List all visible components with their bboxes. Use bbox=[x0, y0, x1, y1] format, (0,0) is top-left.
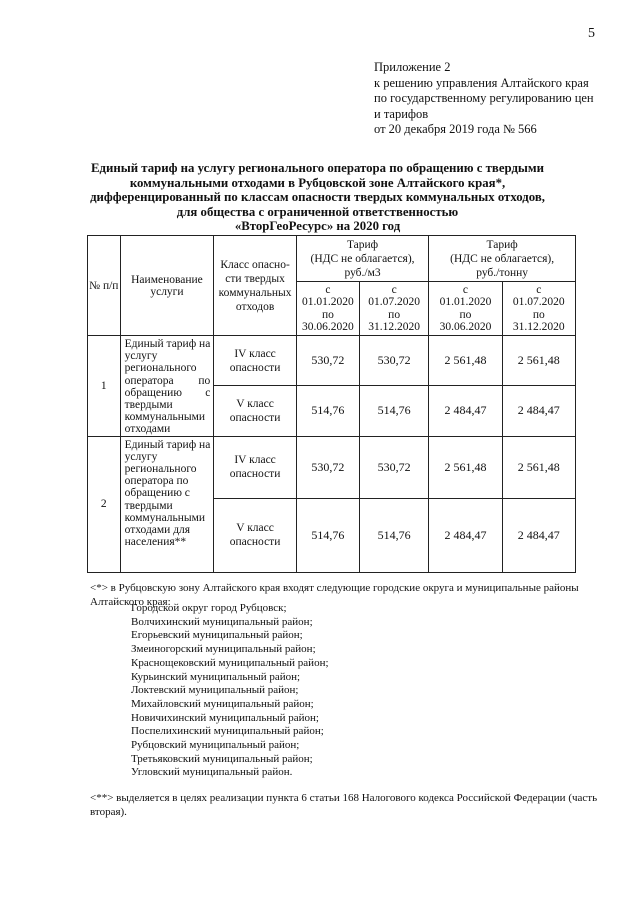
tariff-value: 2 561,48 bbox=[429, 436, 502, 498]
footnote-population bbox=[90, 791, 598, 819]
header-tariff-m3 bbox=[296, 236, 428, 282]
footnote-line: <*> в Рубцовскую зону Алтайского края входят следующие городские округа и муниципальные районы bbox=[90, 582, 579, 594]
row-class: V класс опасности bbox=[214, 498, 297, 572]
list-item: Егорьевский муниципальный район; bbox=[131, 629, 303, 642]
list-item: Краснощековский муниципальный район; bbox=[131, 656, 329, 669]
tariff-value: 514,76 bbox=[359, 386, 428, 436]
row-service: Единый тариф на услугу регионального оператора по обращению с твердыми коммунальными отходами bbox=[120, 336, 214, 437]
period-line: 31.12.2020 bbox=[512, 321, 565, 333]
period-line: с bbox=[391, 283, 397, 296]
tariff-value: 514,76 bbox=[296, 498, 359, 572]
header-service: Наименование услуги bbox=[120, 236, 214, 336]
row-class: IV класс опасности bbox=[214, 436, 297, 498]
list-item: Курьинский муниципальный район; bbox=[131, 670, 301, 683]
list-item: Новичихинский муниципальный район; bbox=[131, 711, 319, 724]
period-line: 31.12.2020 bbox=[368, 321, 420, 333]
tariff-value: 530,72 bbox=[296, 436, 359, 498]
list-item: Волчихинский муниципальный район; bbox=[131, 615, 313, 628]
period-line: 30.06.2020 bbox=[439, 321, 492, 333]
table-row bbox=[88, 436, 576, 498]
tariff-value: 514,76 bbox=[296, 386, 359, 436]
period-line: по bbox=[388, 308, 401, 321]
tariff-value: 530,72 bbox=[296, 336, 359, 386]
header-tariff-ton-line: руб./тонну bbox=[476, 266, 529, 279]
document-title bbox=[60, 161, 575, 234]
title-line: для общества с ограниченной ответственностью bbox=[176, 204, 459, 219]
row-num: 2 bbox=[88, 436, 121, 572]
period-line: по bbox=[459, 308, 472, 321]
header-period-2 bbox=[359, 282, 428, 336]
period-line: с bbox=[462, 283, 468, 296]
list-item: Локтевский муниципальный район; bbox=[131, 684, 299, 697]
list-item: Рубцовский муниципальный район; bbox=[131, 739, 300, 752]
header-tariff-ton-line: (НДС не облагается), bbox=[450, 252, 555, 265]
appendix-line: к решению управления Алтайского края bbox=[374, 75, 589, 90]
appendix-line: Приложение 2 bbox=[374, 60, 451, 74]
list-item: Поспелихинский муниципальный район; bbox=[131, 725, 324, 738]
list-item: Змеиногорский муниципальный район; bbox=[131, 643, 316, 656]
row-class: IV класс опасности bbox=[214, 336, 297, 386]
header-num: № п/п bbox=[88, 236, 121, 336]
header-tariff-ton-line: Тариф bbox=[486, 238, 518, 251]
district-list bbox=[131, 602, 329, 780]
period-line: 01.07.2020 bbox=[368, 296, 420, 308]
header-class: Класс опасно-сти твердых коммунальных отходов bbox=[214, 236, 297, 336]
header-tariff-m3-line: (НДС не облагается), bbox=[310, 252, 415, 265]
list-item: Угловский муниципальный район. bbox=[131, 766, 293, 779]
list-item: Городской округ город Рубцовск; bbox=[131, 602, 287, 614]
table-row bbox=[88, 336, 576, 386]
tariff-value: 530,72 bbox=[359, 336, 428, 386]
list-item: Третьяковский муниципальный район; bbox=[131, 752, 313, 765]
tariff-value: 2 561,48 bbox=[502, 336, 575, 386]
row-class: V класс опасности bbox=[214, 386, 297, 436]
header-tariff-m3-line: руб./м3 bbox=[344, 266, 381, 279]
appendix-line: по государственному регулированию цен bbox=[374, 91, 594, 105]
appendix-header bbox=[374, 60, 624, 138]
tariff-value: 2 484,47 bbox=[502, 498, 575, 572]
row-service: Единый тариф на услугу регионального оператора по обращению с твердыми коммунальными отходами для населения** bbox=[120, 436, 214, 572]
title-line: «ВторГеоРесурс» на 2020 год bbox=[234, 219, 401, 233]
period-line: по bbox=[321, 308, 334, 321]
period-line: 30.06.2020 bbox=[302, 321, 354, 333]
list-item: Михайловский муниципальный район; bbox=[131, 697, 314, 710]
tariff-value: 514,76 bbox=[359, 498, 428, 572]
footnote-line: вторая). bbox=[90, 806, 127, 818]
period-line: с bbox=[536, 283, 542, 296]
tariff-value: 2 561,48 bbox=[429, 336, 502, 386]
period-line: с bbox=[325, 283, 331, 296]
header-tariff-ton bbox=[429, 236, 576, 282]
period-line: 01.01.2020 bbox=[302, 296, 354, 308]
header-period-1 bbox=[429, 282, 502, 336]
tariff-value: 2 561,48 bbox=[502, 436, 575, 498]
tariff-table bbox=[87, 235, 576, 573]
period-line: по bbox=[532, 308, 545, 321]
tariff-value: 2 484,47 bbox=[429, 386, 502, 436]
footnote-line: Алтайского края: bbox=[90, 596, 171, 608]
header-period-2 bbox=[502, 282, 575, 336]
row-num: 1 bbox=[88, 336, 121, 437]
period-line: 01.07.2020 bbox=[512, 296, 565, 308]
title-line: коммунальными отходами в Рубцовской зоне Алтайского края*, bbox=[129, 175, 506, 190]
footnote-line: <**> выделяется в целях реализации пункта 6 статьи 168 Налогового кодекса Российской Федерации (часть bbox=[90, 792, 598, 804]
tariff-value: 2 484,47 bbox=[429, 498, 502, 572]
appendix-line: от 20 декабря 2019 года № 566 bbox=[374, 122, 537, 136]
header-tariff-m3-line: Тариф bbox=[346, 238, 379, 251]
tariff-value: 2 484,47 bbox=[502, 386, 575, 436]
title-line: Единый тариф на услугу регионального оператора по обращению с твердыми bbox=[90, 161, 545, 175]
appendix-line: и тарифов bbox=[374, 106, 429, 121]
tariff-value: 530,72 bbox=[359, 436, 428, 498]
title-line: дифференцированный по классам опасности твердых коммунальных отходов, bbox=[90, 190, 545, 204]
page-number: 5 bbox=[588, 26, 595, 41]
header-period-1 bbox=[296, 282, 359, 336]
period-line: 01.01.2020 bbox=[439, 296, 492, 308]
